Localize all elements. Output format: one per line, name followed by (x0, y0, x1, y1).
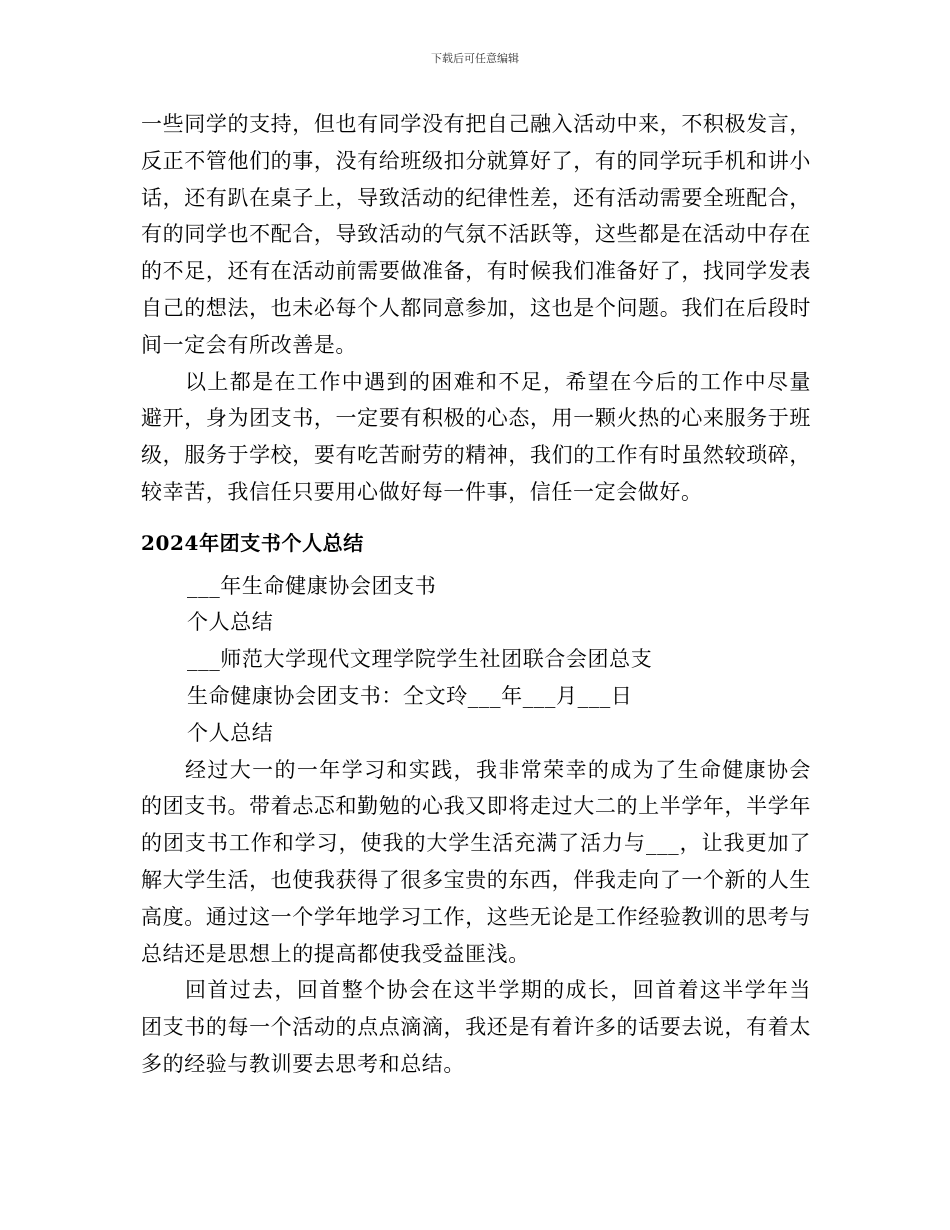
paragraph-review: 回首过去，回首整个协会在这半学期的成长，回首着这半学年当团支书的每一个活动的点点滴滴，我还是有着许多的话要去说，有着太多的经验与教训要去思考和总结。 (141, 978, 811, 1076)
heading-line-author-date: 生命健康协会团支书：仝文玲___年___月___日 (187, 683, 633, 708)
heading-line-summary: 个人总结 (187, 610, 274, 635)
paragraph-continuation: 一些同学的支持，但也有同学没有把自己融入活动中来，不积极发言，反正不管他们的事，没有给班级扣分就算好了，有的同学玩手机和讲小话，还有趴在桌子上，导致活动的纪律性差，还有活动需要全班配合，有的同学也不配合，导致活动的气氛不活跃等，这些都是在活动中存在的不足，还有在活动前需要做准备，有时候我们准备好了，找同学发表自己的想法，也未必每个人都同意参加，这也是个问题。我们在后段时间一定会有所改善是。 (141, 112, 811, 357)
document-body (141, 106, 811, 1083)
heading-line-university: ___师范大学现代文理学院学生社团联合会团总支 (187, 647, 653, 672)
page-header: 下载后可任意编辑 (431, 52, 519, 65)
heading-line-association: ___年生命健康协会团支书 (187, 573, 437, 598)
paragraph-difficulties: 以上都是在工作中遇到的困难和不足，希望在今后的工作中尽量避开，身为团支书，一定要有积极的心态，用一颗火热的心来服务于班级，服务于学校，要有吃苦耐劳的精神，我们的工作有时虽然较琐碎，较幸苦，我信任只要用心做好每一件事，信任一定会做好。 (141, 369, 811, 504)
document-title: 2024年团支书个人总结 (141, 530, 364, 555)
paragraph-experience: 经过大一的一年学习和实践，我非常荣幸的成为了生命健康协会的团支书。带着忐忑和勤勉的心我又即将走过大二的上半学年，半学年的团支书工作和学习，使我的大学生活充满了活力与___，让我更加了解大学生活，也使我获得了很多宝贵的东西，伴我走向了一个新的人生高度。通过这一个学年地学习工作，这些无论是工作经验教训的思考与总结还是思想上的提高都使我受益匪浅。 (141, 757, 811, 966)
heading-line-summary-2: 个人总结 (187, 720, 274, 745)
